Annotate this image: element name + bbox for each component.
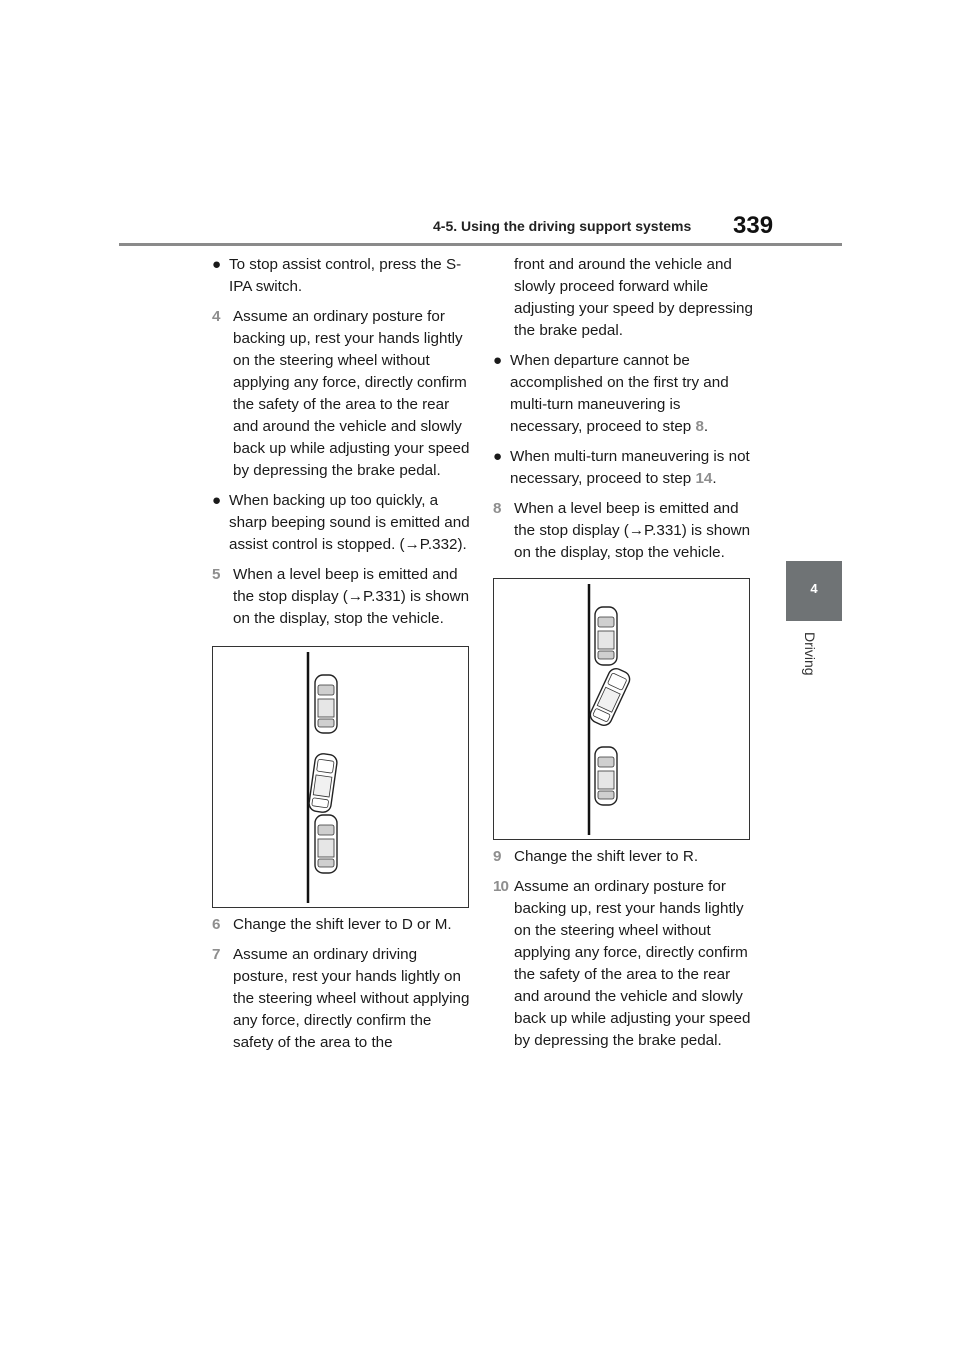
step-text: Assume an ordinary posture for backing up, rest your hands lightly on the steering wheel without applying any force, directly confirm the safety of the area to the rear and around the vehicle and slowly back up while adjusting your speed by depressing the brake pedal. — [514, 878, 751, 1049]
bullet-text-pre: When multi-turn maneuvering is not necessary, proceed to step — [510, 448, 750, 487]
parking-diagram-multi-turn — [493, 578, 750, 840]
step-4 — [212, 306, 474, 482]
step-6 — [212, 914, 474, 936]
bullet-text-post: . — [703, 418, 709, 435]
step-number: 10 — [493, 878, 508, 895]
bullet-icon: ● — [493, 448, 503, 465]
bullet-icon: ● — [212, 256, 222, 273]
own-vehicle-icon — [308, 753, 338, 813]
step-text-post: ) is shown on the display, stop the vehicle. — [514, 522, 751, 561]
step-text-pre: When a level beep is emitted and the stop display ( — [514, 500, 739, 539]
parked-car-rear-icon — [315, 815, 337, 873]
step-9 — [493, 846, 755, 868]
step-text: Assume an ordinary driving posture, rest your hands lightly on the steering wheel without applying any force, directly confirm the safety of the area to the — [233, 946, 470, 1051]
bullet-stop-assist — [212, 254, 474, 298]
step-number: 6 — [212, 916, 221, 933]
diagram-svg — [213, 647, 468, 907]
arrow-icon: → — [404, 536, 420, 553]
diagram-svg — [494, 579, 749, 839]
chapter-label-text: Driving — [802, 632, 818, 676]
step-text: Change the shift lever to R. — [514, 848, 699, 865]
bullet-text-pre: When backing up too quickly, a sharp beeping sound is emitted and assist control is stopped. ( — [229, 492, 470, 553]
arrow-icon: → — [628, 522, 644, 539]
bullet-multi-turn-needed — [493, 350, 755, 438]
bullet-multi-turn-not-needed — [493, 446, 755, 490]
left-column — [212, 254, 474, 1062]
bullet-icon: ● — [493, 352, 503, 369]
own-vehicle-icon — [588, 666, 632, 728]
page-ref-link[interactable]: P.332 — [419, 536, 458, 553]
arrow-icon: → — [347, 588, 363, 605]
page-ref-link[interactable]: P.331 — [644, 522, 682, 539]
bullet-text-post: . — [712, 470, 717, 487]
step-10 — [493, 876, 755, 1052]
step-text: Change the shift lever to D or M. — [233, 916, 452, 933]
step-7-continued: front and around the vehicle and slowly proceed forward while adjusting your speed by depressing the brake pedal. — [514, 256, 753, 339]
right-column — [493, 254, 755, 1060]
header-divider — [119, 243, 842, 246]
step-8 — [493, 498, 755, 564]
parked-car-rear-icon — [595, 747, 617, 805]
bullet-text: To stop assist control, press the S-IPA switch. — [229, 256, 462, 295]
step-text-post: ) is shown on the display, stop the vehicle. — [233, 588, 470, 627]
step-ref-link[interactable]: 14 — [695, 470, 713, 487]
step-number: 7 — [212, 946, 221, 963]
chapter-tab[interactable] — [786, 561, 842, 621]
page-ref-link[interactable]: P.331 — [363, 588, 401, 605]
chapter-label — [800, 632, 820, 692]
parked-car-front-icon — [315, 675, 337, 733]
step-text-pre: When a level beep is emitted and the stop display ( — [233, 566, 458, 605]
step-number: 5 — [212, 566, 221, 583]
step-text: Assume an ordinary posture for backing up, rest your hands lightly on the steering wheel without applying any force, directly confirm the safety of the area to the rear and around the vehicle and slowly back up while adjusting your speed by depressing the brake pedal. — [233, 308, 470, 479]
step-7 — [212, 944, 474, 1054]
bullet-backing-too-quickly — [212, 490, 474, 556]
step-number: 8 — [493, 500, 502, 517]
bullet-text-post: ). — [457, 536, 467, 553]
bullet-text-pre: When departure cannot be accomplished on the first try and multi-turn maneuvering is necessary, proceed to step — [510, 352, 729, 435]
section-title: 4-5. Using the driving support systems — [433, 218, 692, 234]
bullet-icon: ● — [212, 492, 222, 509]
parked-car-front-icon — [595, 607, 617, 665]
step-number: 9 — [493, 848, 502, 865]
step-number: 4 — [212, 308, 221, 325]
chapter-number: 4 — [810, 581, 818, 596]
page-number: 339 — [733, 212, 774, 239]
step-5 — [212, 564, 474, 630]
step-ref-link[interactable]: 8 — [695, 418, 704, 435]
parking-diagram-stop — [212, 646, 469, 908]
